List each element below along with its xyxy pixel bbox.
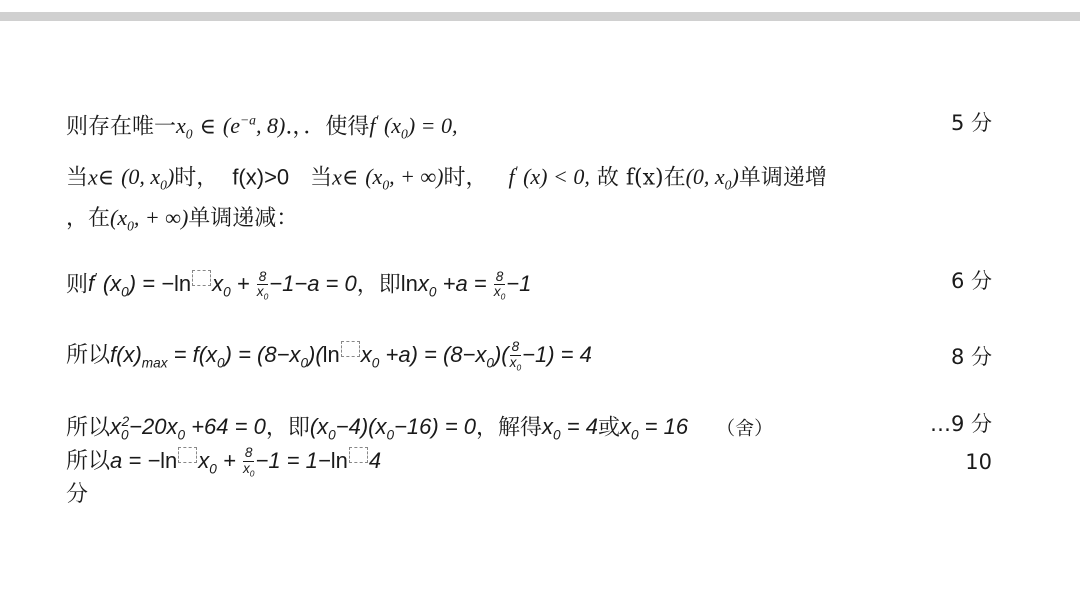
formula: ($x_0$, + ∞) xyxy=(365,164,444,193)
formula: f′ $(x_0) = 0$, xyxy=(369,113,458,142)
score-label: 10 xyxy=(965,450,992,474)
formula: x xyxy=(332,164,342,190)
solution-line-5 xyxy=(66,340,592,378)
formula: $x_0^2-20x_0 +64 = 0$ xyxy=(110,414,266,443)
text-segment: 所以 xyxy=(66,449,111,474)
score-label: 8 分 xyxy=(950,345,992,369)
score-label: 6 分 xyxy=(950,269,992,293)
text-segment: 所以 xyxy=(66,415,111,441)
text-segment: ，在 xyxy=(66,206,111,231)
text-segment: 单调递减： xyxy=(188,206,299,231)
placeholder-box-icon xyxy=(349,447,368,463)
text-segment: 或 xyxy=(597,415,620,441)
formula: lnx$_0$ +a = $\frac{8}{x_0}$ −1 xyxy=(400,268,532,302)
text-segment: ，解得 xyxy=(476,415,543,441)
formula: ($e^{-a}$, 8) xyxy=(222,113,286,139)
text-segment: （舍） xyxy=(716,417,774,440)
placeholder-box-icon xyxy=(192,270,211,286)
solution-line-1: 则存在唯一$x_0$ ∈ ($e^{-a}$, 8).，．使得f′ $(x_0) = 0$, xyxy=(66,113,458,142)
text-segment: ，即 xyxy=(265,415,310,441)
formula: $x_0$ xyxy=(176,113,193,142)
score-unit-wrap: 分 xyxy=(66,482,89,507)
text-segment: 时， xyxy=(443,165,488,191)
text-segment: 当 xyxy=(66,165,89,191)
formula: (0, $x_0$) xyxy=(121,164,175,193)
top-divider-bar xyxy=(0,12,1080,21)
formula: $f(x)_{max} = f(x_0) = (8-x_0)(\ln$ $x_0 +a) = (8-x_0)$( $\frac{8}{x_0}$ −1) = 4 xyxy=(110,339,592,373)
text-segment: f(x)>0 xyxy=(232,164,290,190)
formula: (0, $x_0$) xyxy=(685,164,739,193)
placeholder-box-icon xyxy=(178,447,197,463)
solution-line-6 xyxy=(66,407,773,451)
placeholder-box-icon xyxy=(341,341,360,357)
text-segment: 故 f(x)在 xyxy=(596,165,686,191)
solution-line-7 xyxy=(66,446,381,484)
text-segment: 所以 xyxy=(66,343,111,368)
formula: $x_0 = 4$ xyxy=(542,414,598,443)
formula: $x_0 = 16$ xyxy=(619,414,689,443)
score-label: 5 分 xyxy=(950,111,992,135)
formula: ($x_0$, + ∞) xyxy=(110,205,189,234)
formula: a = −ln $x_0$ + $\frac{8}{x_0}$ −1 = 1−ln 4 xyxy=(110,445,382,479)
text-segment: 则 xyxy=(66,272,89,298)
text-segment: ，．使得 xyxy=(292,114,370,140)
score-label: …9 分 xyxy=(929,412,992,436)
text-segment: 单调递增 xyxy=(738,165,827,191)
text-segment: 时， xyxy=(174,165,219,191)
formula: f′ (x) < 0, xyxy=(508,164,590,190)
text-segment: 当 xyxy=(310,165,333,191)
text-segment: ，即 xyxy=(356,272,401,298)
text-segment: 则存在唯一 xyxy=(66,114,177,140)
formula: x xyxy=(88,164,98,190)
solution-line-2: 当x∈ (0, $x_0$)时， f(x)>0 当x∈ ($x_0$, + ∞)时， f′ (x) < 0, 故 f(x)在(0, $x_0$)单调递增 xyxy=(66,164,827,193)
formula: $(x_0-4)(x_0-16) = 0$ xyxy=(309,414,477,443)
formula: f′ $(x_0) = -\ln$ $x_0$ + $\frac{8}{x_0}$ −1−a = 0 xyxy=(88,268,357,302)
solution-line-3 xyxy=(66,203,298,241)
solution-line-4 xyxy=(66,264,531,308)
